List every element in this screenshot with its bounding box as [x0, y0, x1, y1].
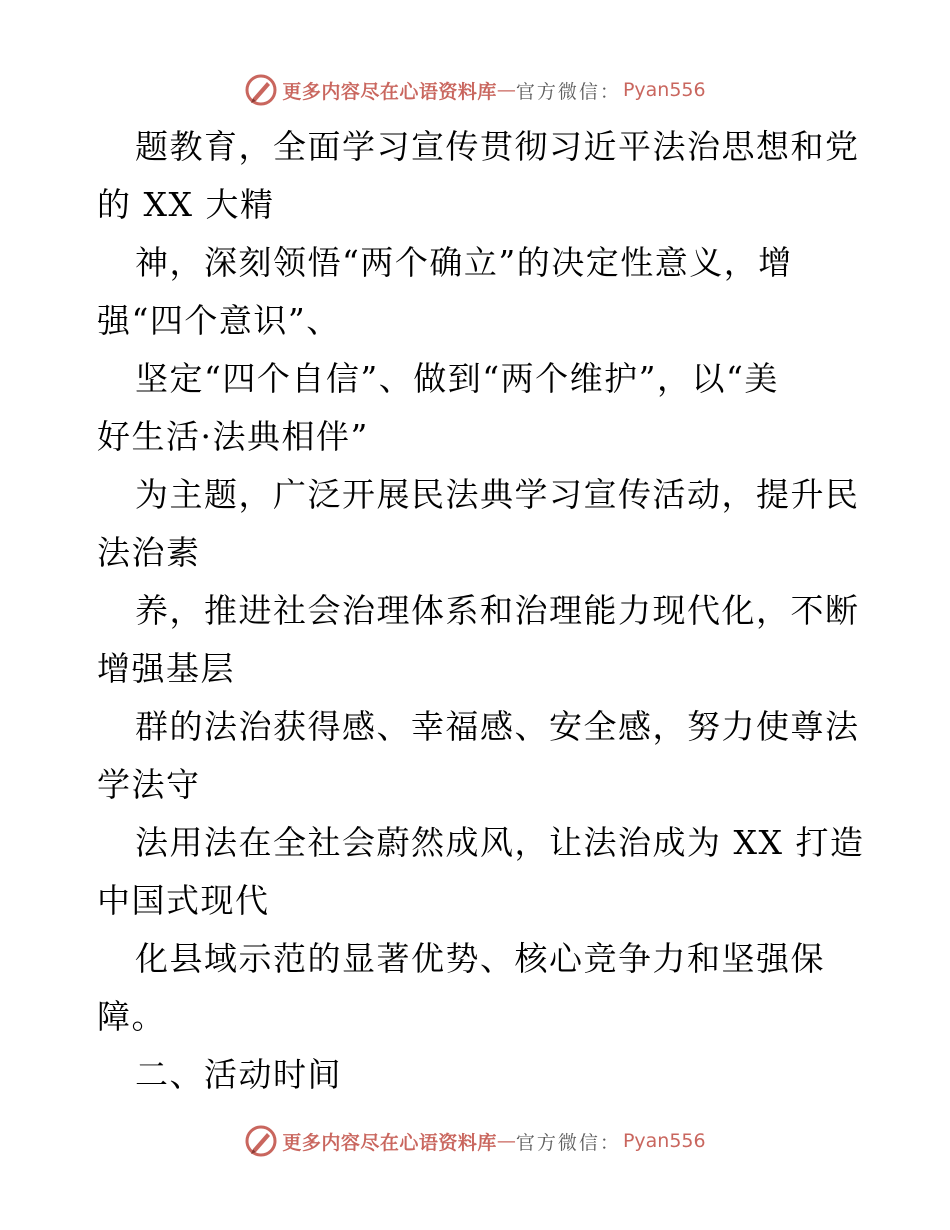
pen-logo-icon	[244, 73, 278, 107]
watermark-contact-label: 官方微信：	[515, 80, 621, 103]
paragraph-line: 养，推进社会治理体系和治理能力现代化，不断	[135, 591, 860, 630]
paragraph-line: 障。	[97, 997, 166, 1036]
watermark-separator: —	[496, 79, 516, 101]
paragraph-line: 学法守	[97, 765, 201, 804]
paragraph-line: 化县域示范的显著优势、核心竞争力和坚强保	[135, 939, 825, 978]
paragraph-line: 为主题，广泛开展民法典学习宣传活动，提升民	[135, 475, 860, 514]
paragraph-line: 神，深刻领悟“两个确立”的决定性意义，增	[135, 243, 793, 282]
section-heading: 二、活动时间	[135, 1055, 342, 1094]
paragraph-line: 增强基层	[97, 649, 235, 688]
watermark-header	[0, 70, 950, 110]
watermark-separator: —	[496, 1130, 516, 1152]
paragraph-line: 的 XX 大精	[97, 185, 275, 224]
paragraph-line: 法治素	[97, 533, 201, 572]
paragraph-line: 好生活·法典相伴”	[97, 417, 369, 456]
pen-logo-icon	[244, 1124, 278, 1158]
paragraph-line: 题教育，全面学习宣传贯彻习近平法治思想和党	[135, 127, 860, 166]
paragraph-line: 法用法在全社会蔚然成风，让法治成为 XX 打造	[135, 823, 865, 862]
watermark-main-text: 更多内容尽在心语资料库	[282, 80, 497, 103]
watermark-footer	[0, 1121, 950, 1161]
paragraph-line: 坚定“四个自信”、做到“两个维护”，以“美	[135, 359, 779, 398]
paragraph-line: 强“四个意识”、	[97, 301, 341, 340]
watermark-main-text: 更多内容尽在心语资料库	[282, 1131, 497, 1154]
watermark-contact-id: Pyan556	[622, 79, 706, 101]
watermark-contact-label: 官方微信：	[515, 1131, 621, 1154]
document-body	[97, 118, 877, 1104]
paragraph-line: 中国式现代	[97, 881, 270, 920]
watermark-contact-id: Pyan556	[622, 1130, 706, 1152]
paragraph-line: 群的法治获得感、幸福感、安全感，努力使尊法	[135, 707, 860, 746]
